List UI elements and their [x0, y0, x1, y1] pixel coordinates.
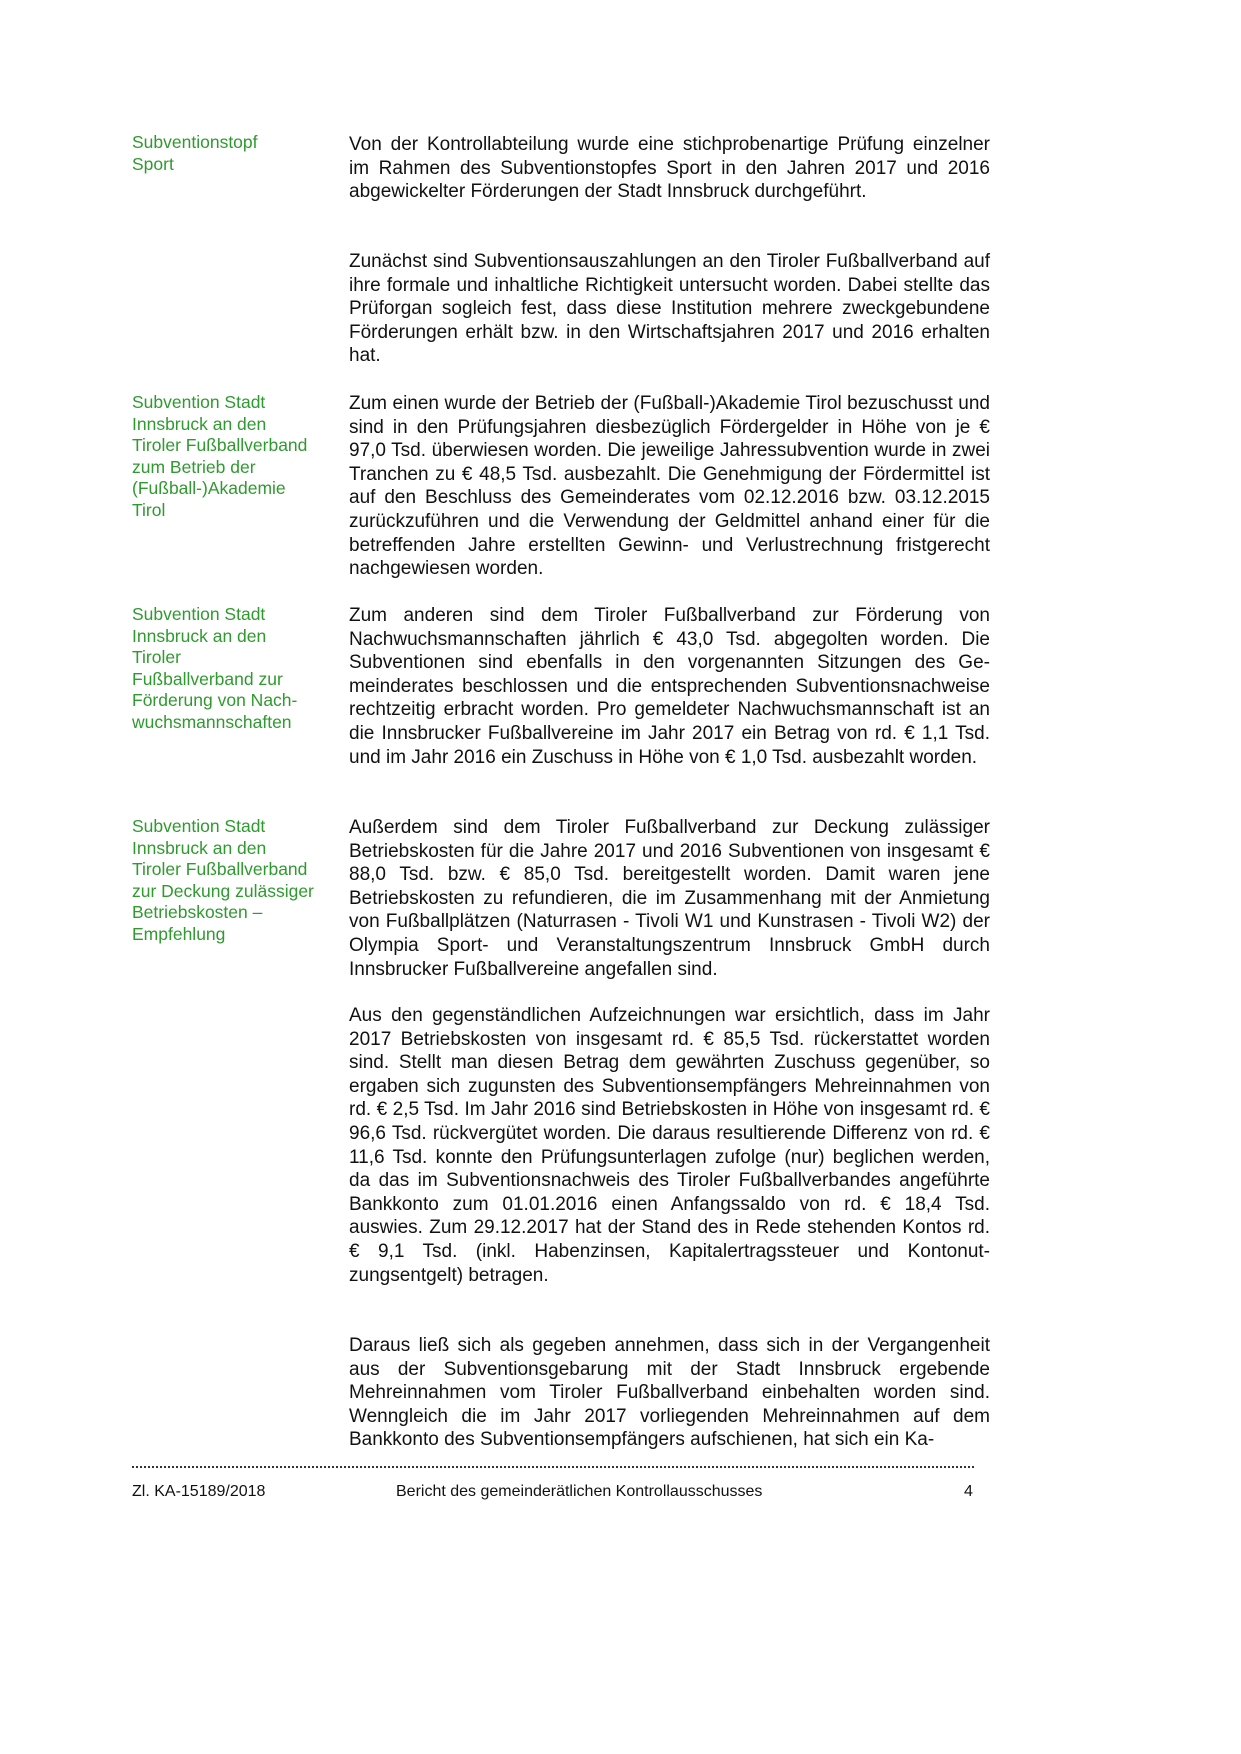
- paragraph-akademie-tirol: Zum einen wurde der Betrieb der (Fußball-)Akademie Tirol bezuschusst und sind in den Prüfungsjahren diesbezüglich Fördergelder in Höhe von je € 97,0 Tsd. überwiesen worden. Die jeweilige Jahressubvention wurde in zwei Tranchen zu € 48,5 Tsd. ausbezahlt. Die Genehmigung der Fördermittel ist auf den Beschluss des Gemeinderates vom 02.12.2016 bzw. 03.12.2015 zurückzuführen und die Verwendung der Geldmittel anhand einer für die betreffenden Jahre erstellten Gewinn- und Verlustrechnung fristgerecht nachgewiesen worden.: [349, 393, 990, 580]
- paragraph-nachwuchsmannschaften: Zum anderen sind dem Tiroler Fußballverband zur Förderung von Nachwuchsmannschaften jährlich € 43,0 Tsd. abgegolten worden. Die Subventionen sind ebenfalls in den vorgenannten Sitzungen des Gemeinderates beschlossen und die entsprechenden Subventionsnachweise rechtzeitig erbracht worden. Pro gemeldeter Nachwuchsmannschaft ist an die Innsbrucker Fußballvereine im Jahr 2017 ein Betrag von rd. € 1,1 Tsd. und im Jahr 2016 ein Zuschuss in Höhe von € 1,0 Tsd. ausbezahlt worden.: [349, 605, 990, 768]
- margin-note-nachwuchsmannschaften: [132, 604, 332, 733]
- margin-note-line: Subvention Stadt Innsbruck an den Tiroler Fußballverband zur Deckung zulässiger Betriebskosten – Empfehlung: [132, 816, 314, 944]
- margin-note-line: Subvention Stadt Innsbruck an den Tiroler Fußballverband zum Betrieb der (Fußball-)Akademie Tirol: [132, 392, 308, 520]
- margin-note-line: Subvention Stadt Innsbruck an den Tiroler Fußballverband zur Förderung von Nach- wuchsmannschaften: [132, 604, 298, 732]
- paragraph-aufzeichnungen: Aus den gegenständlichen Aufzeichnungen war ersichtlich, dass im Jahr 2017 Betriebskosten von insgesamt rd. € 85,5 Tsd. rückerstattet worden sind. Stellt man diesen Betrag dem gewährten Zuschuss gegenüber, so ergaben sich zugunsten des Subventionsempfängers Mehreinnahmen von rd. € 2,5 Tsd. Im Jahr 2016 sind Betriebskosten in Höhe von insgesamt rd. € 96,6 Tsd. rückvergütet worden. Die daraus resultierende Differenz von rd. € 11,6 Tsd. konnte den Prüfungsunterlagen zufolge (nur) beglichen werden, da das im Subventionsnachweis des Tiroler Fußballverbandes angeführte Bankkonto zum 01.01.2016 einen Anfangssaldo von rd. € 18,4 Tsd. auswies. Zum 29.12.2017 hat der Stand des in Rede stehenden Kontos rd. € 9,1 Tsd. (inkl. Habenzinsen, Kapitalertragssteuer und Kontonutzungsentgelt) betragen.: [349, 1005, 990, 1286]
- footer-divider: [132, 1466, 974, 1468]
- paragraph-subventionsauszahlungen: Zunächst sind Subventionsauszahlungen an den Tiroler Fußballverband auf ihre formale und inhaltliche Richtigkeit untersucht worden. Dabei stellte das Prüforgan sogleich fest, dass diese Institution mehrere zweckgebundene Förderungen erhält bzw. in den Wirtschaftsjahren 2017 und 2016 erhalten hat.: [349, 251, 990, 367]
- footer-file-number: Zl. KA-15189/2018: [132, 1483, 266, 1500]
- paragraph-mehreinnahmen: Daraus ließ sich als gegeben annehmen, dass sich in der Vergangenheit aus der Subventionsgebarung mit der Stadt Innsbruck ergebende Mehreinnahmen vom Tiroler Fußballverband einbehalten worden sind. Wenngleich die im Jahr 2017 vorliegenden Mehreinnahmen auf dem Bankkonto des Subventionsempfängers aufschienen, hat sich ein Ka-: [349, 1335, 990, 1451]
- margin-note-line: Subventionstopf Sport: [132, 132, 258, 174]
- margin-note-betriebskosten-empfehlung: [132, 816, 332, 945]
- footer-page-number: 4: [964, 1483, 973, 1500]
- paragraph-pruefung-einleitung: Von der Kontrollabteilung wurde eine stichprobenartige Prüfung einzelner im Rahmen des Subventionstopfes Sport in den Jahren 2017 und 2016 abgewickelter Förderungen der Stadt Innsbruck durchgeführt.: [349, 134, 990, 203]
- margin-note-subventionstopf-sport: [132, 132, 332, 175]
- paragraph-betriebskosten: Außerdem sind dem Tiroler Fußballverband zur Deckung zulässiger Betriebskosten für die Jahre 2017 und 2016 Subventionen von insgesamt € 88,0 Tsd. bzw. € 85,0 Tsd. bereitgestellt worden. Damit waren jene Betriebskosten zu refundieren, die im Zusammenhang mit der Anmietung von Fußballplätzen (Naturrasen - Tivoli W1 und Kunstrasen - Tivoli W2) der Olympia Sport- und Veranstaltungszentrum Innsbruck GmbH durch Innsbrucker Fußballvereine angefallen sind.: [349, 817, 990, 980]
- footer-report-title: Bericht des gemeinderätlichen Kontrollausschusses: [396, 1483, 763, 1500]
- margin-note-akademie-tirol: [132, 392, 332, 521]
